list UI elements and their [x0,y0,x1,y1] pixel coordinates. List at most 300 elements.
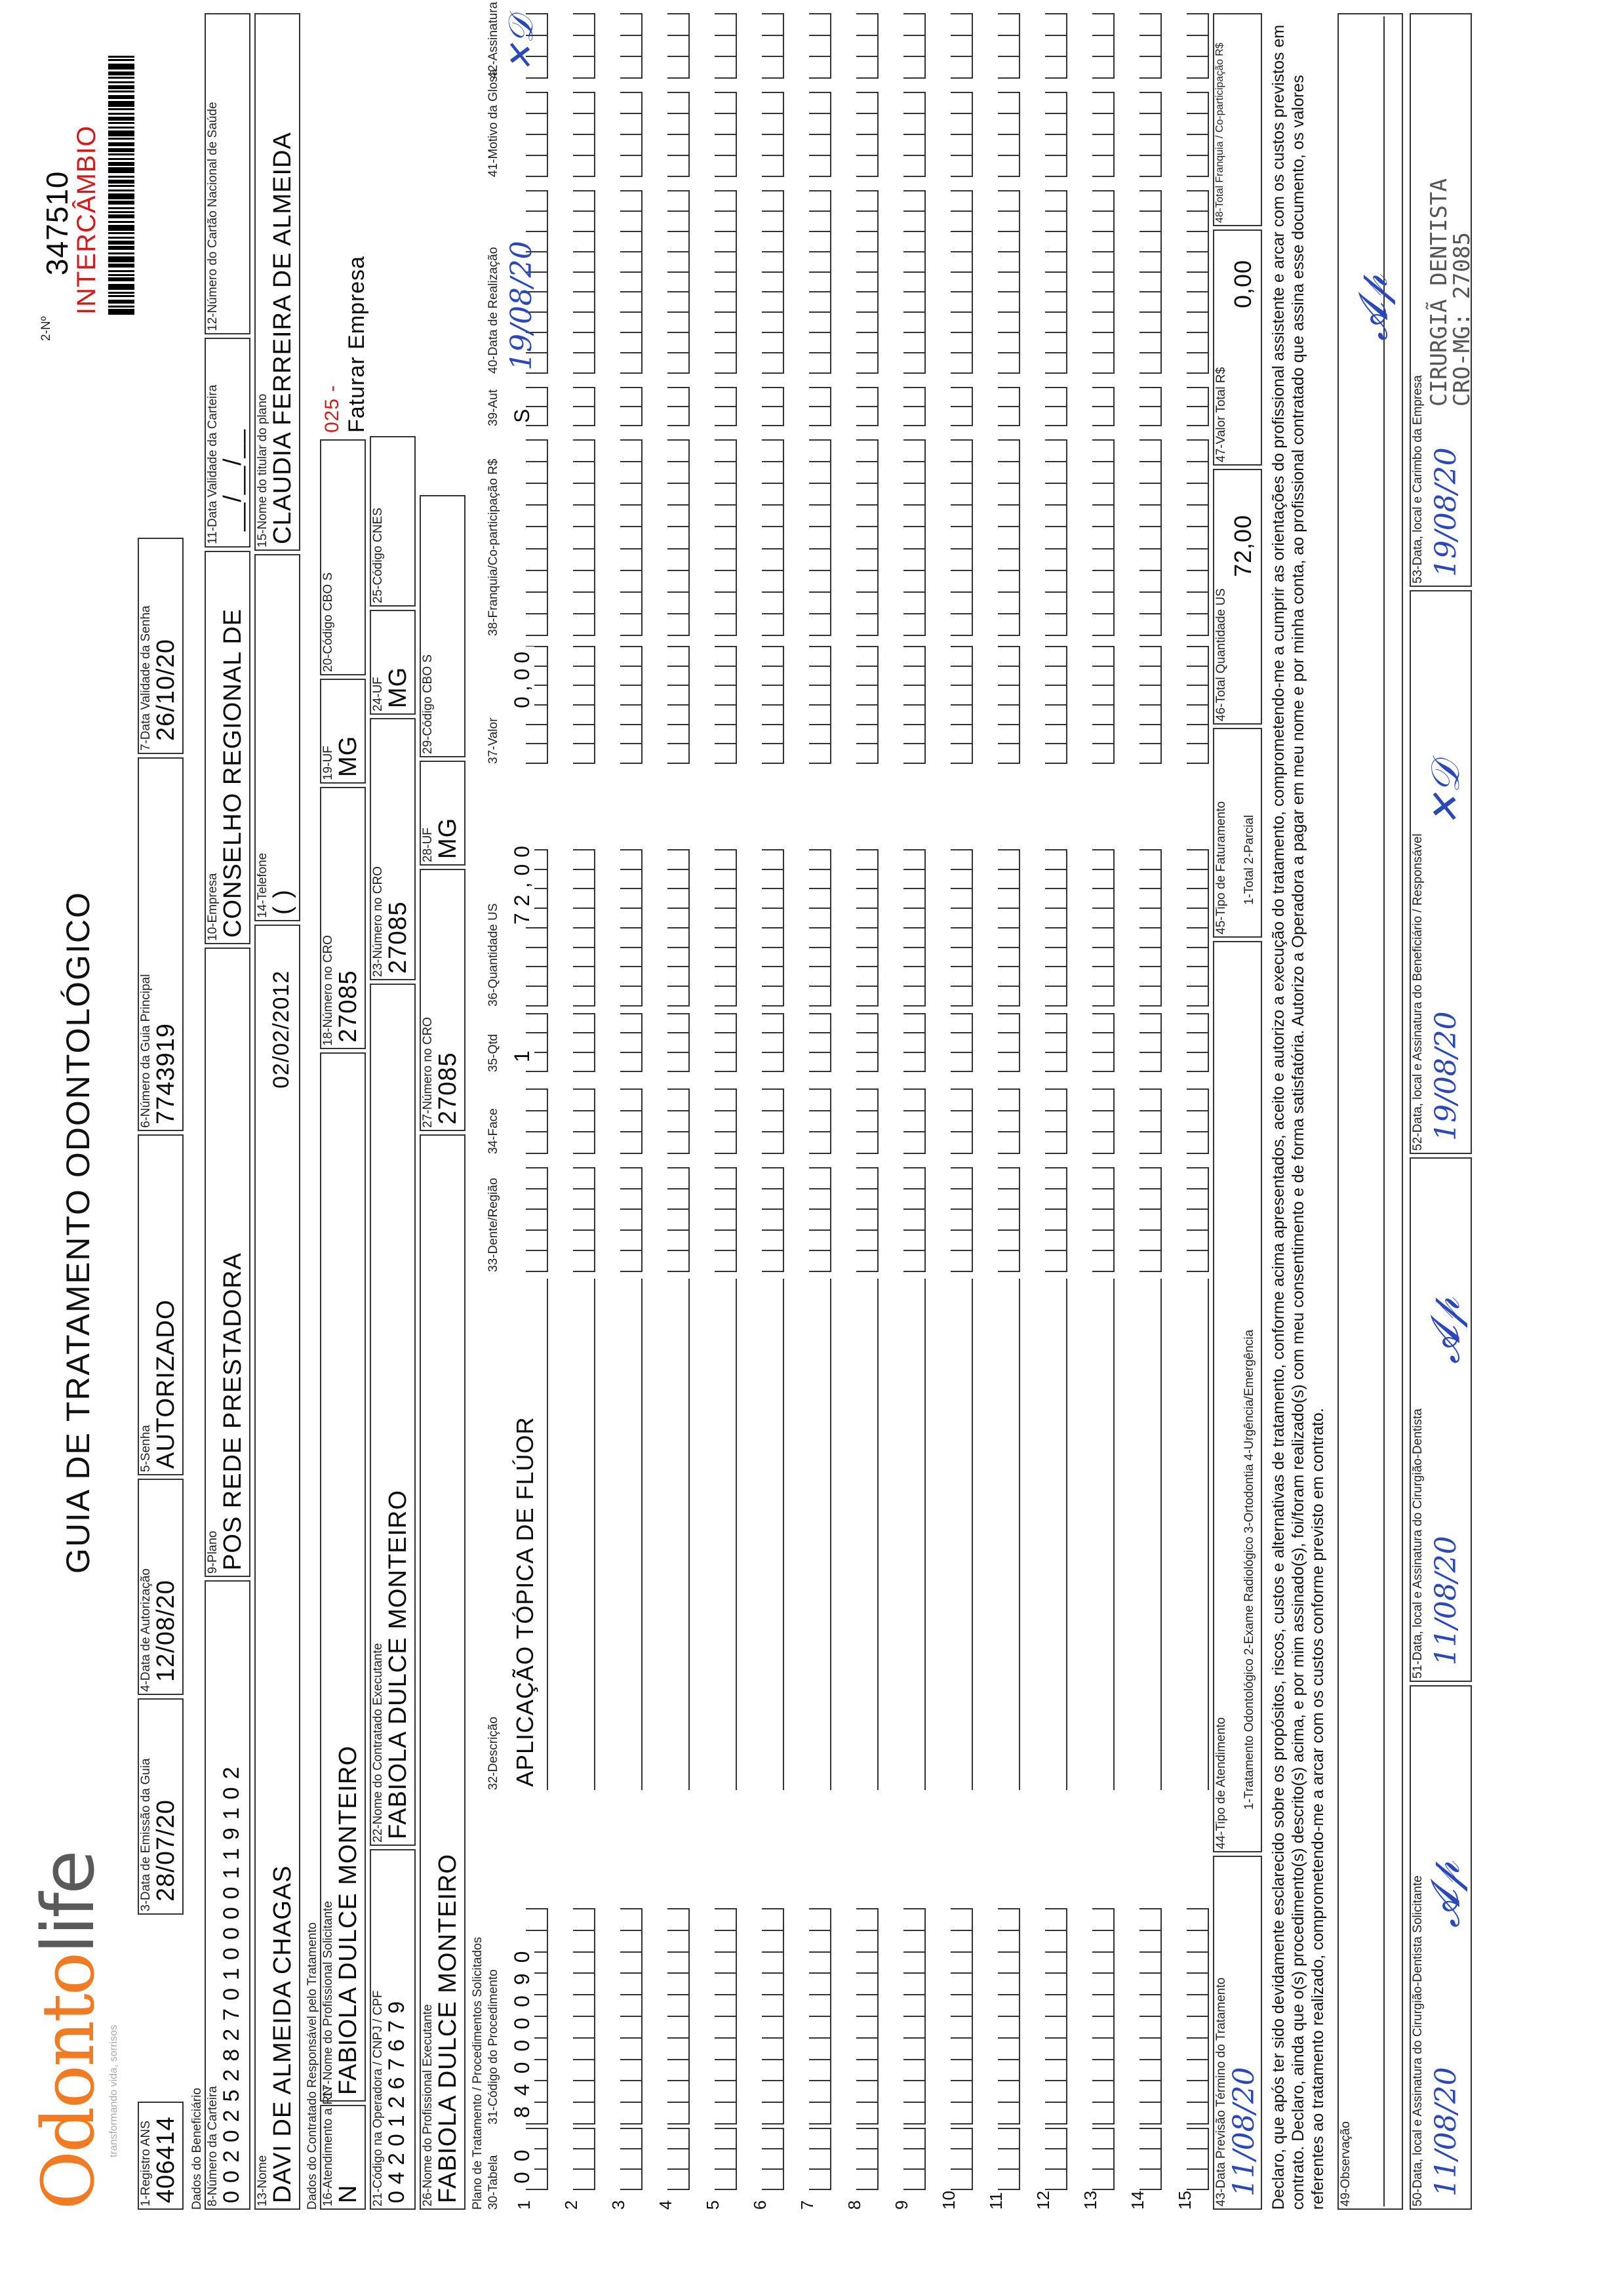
comb-field [809,1908,831,2125]
total-qtd-label: 46-Total Quantidade US [1214,588,1228,721]
titular: CLAUDIA FERREIRA DE ALMEIDA [269,132,296,544]
comb-field [620,2128,643,2190]
table-row [1166,0,1213,2295]
intercambio-label: INTERCÂMBIO [72,125,101,315]
comb-field [856,439,879,636]
comb-field [1139,1908,1162,2125]
comb-field [1187,1088,1209,1154]
comb-field [573,2128,595,2190]
telefone: ( ) [269,889,296,915]
row-number: 10 [939,2191,959,2210]
comb-field [620,92,643,177]
table-row [694,0,741,2295]
comb-field [573,13,595,79]
comb-field [856,1013,879,1072]
cbo-note: Faturar Empresa [344,255,369,433]
uf-label: 19-UF [321,746,335,780]
comb-field [809,13,831,79]
comb-field [1187,387,1209,426]
barcode-bar [108,71,134,75]
comb-field [951,92,973,177]
observacao-line [1383,16,1385,2206]
comb-field [903,849,926,1007]
nascimento: 02/02/2012 [269,970,294,1088]
row-number: 3 [608,2200,628,2210]
comb-field [1139,2128,1162,2190]
comb-field [1092,92,1115,177]
row-number: 13 [1080,2191,1100,2210]
comb-field [809,849,831,1007]
comb-field [667,2128,690,2190]
empresa-label: 10-Empresa [206,873,220,941]
comb-field [715,2128,737,2190]
description-line [594,1279,595,1790]
titular-label: 15-Nome do titular do plano [256,393,269,548]
barcode-bar [108,130,134,136]
comb-field [998,92,1020,177]
comb-field [998,1013,1020,1072]
comb-field [1139,387,1162,426]
comb-field [1045,646,1067,764]
barcode-bar [108,162,134,166]
comb-field [1045,1167,1067,1272]
cro2-label: 23-Número no CRO [371,866,385,977]
nome: DAVI DE ALMEIDA CHAGAS [269,1865,296,2203]
comb-field [903,1088,926,1154]
total-valor: 0,00 [1229,259,1256,308]
stamp-line2: CRO-MG: 27085 [1449,231,1475,407]
rn-label: 16-Atendimento a RN [321,2086,335,2206]
barcode-bar [108,207,134,209]
uf: MG [334,735,362,777]
table-row [788,0,835,2295]
comb-field [903,92,926,177]
comb-field [667,1167,690,1272]
carteira: 0020252827010000119102 [219,1759,244,2203]
comb-field [998,2128,1020,2190]
description-line [1160,1279,1162,1790]
comb-field [667,387,690,426]
comb-field [998,646,1020,764]
description-line [924,1279,926,1790]
comb-field [1092,1088,1115,1154]
comb-field [951,387,973,426]
col-codigo: 31-Código do Procedimento [486,1969,500,2125]
barcode-bar [108,190,134,191]
barcode-bar [108,122,134,124]
comb-field [998,13,1020,79]
prof-solicitante-label: 17-Nome do Profissional Solicitante [321,1901,335,2098]
comb-field [573,439,595,636]
barcode-bar [108,309,134,315]
comb-field [951,1167,973,1272]
cbo: 025 - [321,384,343,433]
barcode-bar [108,127,134,129]
comb-field [1092,2128,1115,2190]
comb-field [1092,13,1115,79]
comb-field [667,1088,690,1154]
comb-field [762,92,784,177]
comb-field [1187,1167,1209,1272]
comb-field [715,1908,737,2125]
validade-carteira-label: 11-Data Validade da Carteira [206,384,220,544]
barcode-bar [108,176,134,178]
comb-field [620,13,643,79]
barcode-bar [108,264,134,268]
comb-field [1187,439,1209,636]
page-title: GUIA DE TRATAMENTO ODONTOLÓGICO [60,891,96,1574]
comb-field [715,646,737,764]
comb-field [526,1013,548,1072]
barcode-bar [108,284,134,290]
comb-field [762,387,784,426]
comb-field [667,1013,690,1072]
sig51-label: 51-Data, local e Assinatura do Cirurgião-Dentista [1411,1408,1425,1679]
comb-field [762,2128,784,2190]
comb-field [1092,190,1115,374]
col-tabela: 30-Tabela [486,2155,500,2210]
barcode-bar [108,138,134,140]
comb-field [856,1167,879,1272]
total-franquia-label: 48-Total Franquia / Co-participação R$ [1214,43,1225,223]
empresa: CONSELHO REGIONAL DE [219,608,247,938]
comb-field [856,387,879,426]
barcode-bar [108,95,134,99]
stamp-line1: CIRURGIÃ DENTISTA [1426,178,1452,407]
comb-field [620,646,643,764]
comb-field [573,1088,595,1154]
comb-field [526,92,548,177]
validade-senha-label: 7-Data Validade da Senha [139,605,153,751]
cod-operadora: 04201267679 [384,1994,409,2203]
row-number: 6 [750,2200,770,2210]
comb-field [667,190,690,374]
table-row [502,0,552,2295]
barcode-bar [108,232,134,234]
barcode-bar [108,56,134,58]
cns-label: 12-Número do Cartão Nacional de Saúde [206,102,220,331]
comb-field [667,646,690,764]
comb-field [903,2128,926,2190]
col-valor: 37-Valor [486,717,500,764]
barcode-bar [108,306,134,308]
comb-field [903,1167,926,1272]
barcode-bar [108,81,134,83]
comb-field [903,387,926,426]
guia-principal: 7743919 [152,1023,180,1125]
comb-field [1045,92,1067,177]
col-glosa: 41-Motivo da Glosa [486,69,500,177]
comb-field [620,849,643,1007]
comb-field [1139,439,1162,636]
table-row [1119,0,1166,2295]
barcode-bar [108,167,134,173]
row-number: 1 [514,2200,534,2210]
comb-field [1092,387,1115,426]
cro-label: 18-Número no CRO [321,935,335,1046]
comb-field [762,1013,784,1072]
comb-field [998,190,1020,374]
row-number: 9 [892,2200,911,2210]
senha-label: 5-Senha [139,1425,153,1472]
comb-field [856,92,879,177]
comb-field [903,439,926,636]
comb-field [1187,1013,1209,1072]
comb-field [1092,646,1115,764]
cbo3-label: 29-Código CBO S [421,654,435,754]
prof-exec-label: 26-Nome do Profissional Executante [421,2004,435,2206]
barcode-bar [108,59,134,61]
uf3: MG [434,817,462,859]
comb-field [667,13,690,79]
barcode-bar [108,108,134,110]
comb-field [620,387,643,426]
uf3-label: 28-UF [421,828,435,862]
comb-field [951,646,973,764]
cro: 27085 [334,970,362,1043]
description-line [736,1279,737,1790]
row-number: 11 [986,2192,1006,2210]
tipo-atend-opts: 1-Tratamento Odontológico 2-Exame Radiológico 3-Ortodontia 4-Urgência/Emergência [1242,1329,1256,1810]
comb-field [715,1167,737,1272]
senha: AUTORIZADO [152,1299,180,1469]
row-number: 14 [1128,2191,1147,2210]
comb-field [620,1088,643,1154]
comb-field [667,439,690,636]
comb-field [1139,13,1162,79]
contratado-section: Dados do Contratado Responsável pelo Tratamento [306,1922,319,2210]
sig53-label: 53-Data, local e Carimbo da Empresa [1411,375,1425,584]
comb-field [715,439,737,636]
comb-field [856,13,879,79]
comb-field [1092,1908,1115,2125]
data-emissao-label: 3-Data de Emissão da Guia [139,1758,153,1911]
row-number: 12 [1033,2191,1053,2210]
rn: N [334,2184,362,2203]
comb-field [903,646,926,764]
comb-field [1139,1167,1162,1272]
barcode-bar [108,256,134,262]
plano: POS REDE PRESTADORA [219,1252,247,1570]
comb-field [667,92,690,177]
table-row [552,0,599,2295]
comb-field [1045,1013,1067,1072]
uf2: MG [384,666,412,708]
description-line [877,1279,879,1790]
barcode-bar [108,77,134,79]
validade-carteira: __/__/__ [219,429,247,531]
observacao-box [1337,13,1403,2210]
comb-field [573,387,595,426]
table-row [1024,0,1071,2295]
barcode-bar [108,148,134,152]
comb-field [809,1167,831,1272]
sig51-date: 11/08/20 [1429,1536,1463,1666]
sig50-label: 50-Data, local e Assinatura do Cirurgião-Dentista Solicitante [1411,1875,1425,2206]
comb-field [762,1167,784,1272]
barcode [108,26,134,315]
comb-field [903,1013,926,1072]
comb-field [1092,1167,1115,1272]
sig50-date: 11/08/20 [1429,2067,1463,2197]
barcode-bar [108,214,134,218]
barcode-bar [108,117,134,121]
tipo-atend-label: 44-Tipo de Atendimento [1214,1717,1228,1849]
description-line [641,1279,643,1790]
table-row [882,0,930,2295]
comb-field [715,13,737,79]
guide-number-label: 2-Nº [39,316,53,341]
comb-field [667,849,690,1007]
comb-field [762,13,784,79]
comb-field [715,849,737,1007]
comb-field [951,439,973,636]
comb-field [1045,387,1067,426]
procedures-section: Plano de Tratamento / Procedimentos Solicitados [471,1936,485,2210]
observacao-label: 49-Observação [1339,2121,1353,2206]
comb-field [715,387,737,426]
barcode-bar [108,180,134,184]
comb-field [998,1088,1020,1154]
description-line [547,1279,548,1790]
total-qtd: 72,00 [1229,514,1256,577]
comb-field [715,1088,737,1154]
table-row [646,0,694,2295]
comb-field [951,849,973,1007]
comb-field [1092,439,1115,636]
barcode-bar [108,64,134,70]
barcode-bar [108,225,134,231]
comb-field [526,1167,548,1272]
comb-field [903,1908,926,2125]
comb-field [809,190,831,374]
barcode-bar [108,185,134,187]
comb-field [1187,190,1209,374]
row-tabela: 00 [510,2139,534,2184]
col-qtd: 35-Qtd [486,1033,500,1072]
barcode-bar [108,101,134,107]
barcode-bar [108,237,134,239]
sig53-date: 19/08/20 [1429,447,1463,577]
barcode-bar [108,252,134,254]
row-number: 2 [561,2200,581,2210]
row-number: 15 [1175,2191,1195,2210]
row-codigo: 84000090 [510,1940,534,2118]
comb-field [1045,2128,1067,2190]
comb-field [951,1908,973,2125]
sig52-signature: ✕𝒟 [1423,761,1469,826]
row-number: 5 [703,2200,723,2210]
comb-field [1139,1088,1162,1154]
comb-field [1187,13,1209,79]
contratado-exec-label: 22-Nome do Contratado Executante [371,1643,385,1843]
comb-field [1045,190,1067,374]
registro-ans: 406414 [152,2116,180,2203]
barcode-bar [108,153,134,155]
comb-field [1139,1013,1162,1072]
comb-field [526,1088,548,1154]
comb-field [809,2128,831,2190]
comb-field [620,190,643,374]
comb-field [951,1088,973,1154]
comb-field [715,92,737,177]
col-face: 34-Face [486,1108,500,1154]
table-row [1071,0,1119,2295]
prof-solicitante: FABIOLA DULCE MONTEIRO [334,1746,362,2095]
cbo-label: 20-Código CBO S [321,572,335,672]
barcode-bar [108,246,134,250]
comb-field [856,646,879,764]
nome-label: 13-Nome [256,2155,269,2206]
barcode-bar [108,300,134,304]
comb-field [1092,1013,1115,1072]
comb-field [856,849,879,1007]
comb-field [1045,1088,1067,1154]
comb-field [573,92,595,177]
row-descricao: APLICAÇÃO TÓPICA DE FLÚOR [511,1416,538,1787]
col-dente: 33-Dente/Região [486,1178,500,1272]
comb-field [856,2128,879,2190]
comb-field [809,387,831,426]
comb-field [620,1167,643,1272]
barcode-bar [108,211,134,213]
comb-field [809,92,831,177]
barcode-bar [108,193,134,199]
description-line [1019,1279,1020,1790]
comb-field [526,439,548,636]
barcode-bar [108,201,134,205]
logo-tagline: transformando vida, sorrisos [108,2025,119,2157]
carteira-label: 8-Número da Carteira [206,2086,220,2206]
comb-field [715,1013,737,1072]
contratado-exec: FABIOLA DULCE MONTEIRO [384,1490,412,1839]
description-line [1113,1279,1115,1790]
comb-field [809,1088,831,1154]
comb-field [998,387,1020,426]
comb-field [573,1013,595,1072]
comb-field [951,2128,973,2190]
comb-field [1187,646,1209,764]
comb-field [620,1013,643,1072]
comb-field [762,1088,784,1154]
data-emissao: 28/07/20 [152,1799,180,1902]
comb-field [620,439,643,636]
description-line [1208,1279,1209,1790]
comb-field [1045,1908,1067,2125]
barcode-bar [108,142,134,146]
comb-field [809,1013,831,1072]
row-qtd-us: 72,00 [510,839,534,925]
guide-number: 347510 [40,170,74,275]
barcode-bar [108,221,134,223]
barcode-bar [108,274,134,276]
comb-field [951,13,973,79]
barcode-bar [108,295,134,297]
description-line [783,1279,784,1790]
uf2-label: 24-UF [371,677,385,711]
comb-field [1187,2128,1209,2190]
barcode-bar [108,158,134,160]
comb-field [809,439,831,636]
sig52-date: 19/08/20 [1429,1011,1463,1141]
barcode-bar [108,113,134,115]
comb-field [1045,439,1067,636]
data-autorizacao: 12/08/20 [152,1580,180,1682]
comb-field [809,646,831,764]
table-row [930,0,977,2295]
table-row [599,0,646,2295]
col-franquia: 38-Franquia/Co-participação R$ [486,458,500,636]
